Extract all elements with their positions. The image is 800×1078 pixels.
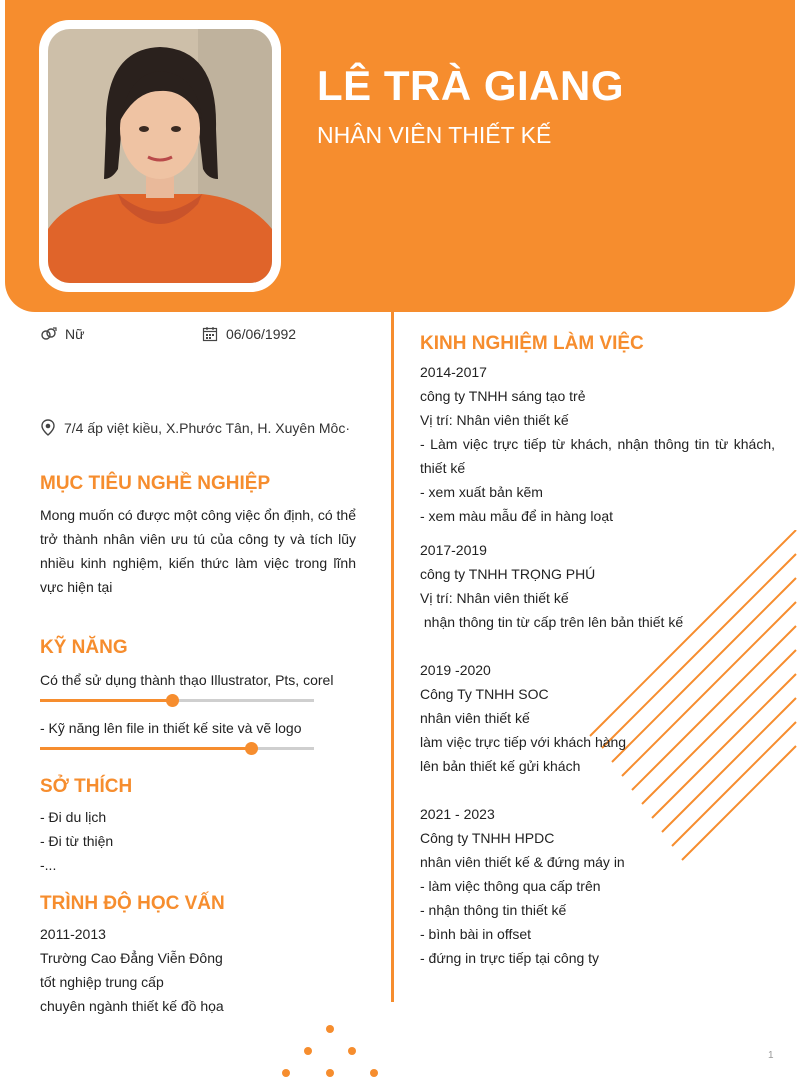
job-position: nhân viên thiết kế & đứng máy in: [420, 854, 625, 870]
column-divider: [391, 312, 394, 1002]
decorative-dot: [282, 1069, 290, 1077]
education-school: Trường Cao Đẳng Viễn Đông: [40, 950, 223, 966]
birthdate-value: 06/06/1992: [226, 326, 297, 342]
job-duty: - xem màu mẫu để in hàng loạt: [420, 508, 613, 524]
job-2: [420, 538, 683, 634]
job-period: 2017-2019: [420, 542, 487, 558]
job-duty: nhận thông tin từ cấp trên lên bản thiết kế: [420, 614, 684, 630]
header-banner: [5, 0, 795, 312]
skill-label-2: - Kỹ năng lên file in thiết kế site và vẽ logo: [40, 720, 302, 736]
job-4: [420, 802, 625, 970]
skill-fill-1: [40, 699, 172, 702]
job-duty: lên bản thiết kế gửi khách: [420, 758, 581, 774]
job-duty: - Làm việc trực tiếp từ khách, nhận thông tin từ khách, thiết kế: [420, 436, 775, 476]
job-period: 2021 - 2023: [420, 806, 495, 822]
hobby-item: -...: [40, 857, 57, 873]
job-period: 2019 -2020: [420, 662, 491, 678]
address-row: [40, 419, 350, 436]
decorative-dot: [326, 1025, 334, 1033]
gender-icon: [40, 327, 57, 342]
hobby-item: - Đi từ thiện: [40, 833, 114, 849]
calendar-icon: [202, 326, 218, 342]
gender-value: Nữ: [65, 326, 85, 342]
address-value: 7/4 ấp việt kiều, X.Phước Tân, H. Xuyên Môc·: [64, 419, 350, 436]
job-company: Công Ty TNHH SOC: [420, 686, 549, 702]
birthdate-row: [202, 326, 296, 342]
job-duty: - xem xuất bản kẽm: [420, 484, 543, 500]
job-duty: làm việc trực tiếp với khách hàng: [420, 734, 627, 750]
decorative-dot: [348, 1047, 356, 1055]
hobbies-list: [40, 805, 113, 877]
page-number: 1: [768, 1050, 774, 1061]
job-company: công ty TNHH TRỌNG PHÚ: [420, 566, 596, 582]
candidate-name: LÊ TRÀ GIANG: [317, 62, 624, 109]
skill-bar-2: [40, 747, 314, 750]
skill-bar-1: [40, 699, 314, 702]
job-duty: - làm việc thông qua cấp trên: [420, 878, 601, 894]
job-company: Công ty TNHH HPDC: [420, 830, 555, 846]
job-duty: - đứng in trực tiếp tại công ty: [420, 950, 600, 966]
job-position: Vị trí: Nhân viên thiết kế: [420, 412, 569, 428]
skill-knob-2: [245, 742, 258, 755]
skill-label-1: Có thể sử dụng thành thạo Illustrator, Pts, corel: [40, 672, 334, 688]
job-duty: - bình bài in offset: [420, 926, 532, 942]
hobby-item: - Đi du lịch: [40, 809, 107, 825]
skill-fill-2: [40, 747, 251, 750]
experience-title: KINH NGHIỆM LÀM VIỆC: [420, 333, 644, 354]
location-pin-icon: [40, 419, 56, 436]
job-company: công ty TNHH sáng tạo trẻ: [420, 388, 586, 404]
profile-photo: [48, 29, 272, 283]
gender-row: [40, 326, 84, 342]
skill-knob-1: [166, 694, 179, 707]
education-degree: tốt nghiệp trung cấp: [40, 974, 164, 990]
education-period: 2011-2013: [40, 926, 106, 942]
objective-text: Mong muốn có được một công việc ổn định, có thể trở thành nhân viên ưu tú của công ty và tích lũy nhiều kinh nghiệm, kiến thức làm việc trong lĩnh vực hiện tại: [40, 507, 356, 595]
job-1: [420, 360, 775, 528]
education-title: TRÌNH ĐỘ HỌC VẤN: [40, 893, 225, 914]
decorative-dot: [370, 1069, 378, 1077]
decorative-dot: [326, 1069, 334, 1077]
job-period: 2014-2017: [420, 364, 487, 380]
job-3: [420, 658, 626, 778]
job-position: nhân viên thiết kế: [420, 710, 530, 726]
hobbies-title: SỞ THÍCH: [40, 776, 133, 797]
decorative-dot: [304, 1047, 312, 1055]
education-block: [40, 922, 224, 1018]
education-major: chuyên ngành thiết kế đồ họa: [40, 998, 224, 1014]
profile-photo-frame: [39, 20, 281, 292]
skills-title: KỸ NĂNG: [40, 637, 128, 658]
candidate-role: NHÂN VIÊN THIẾT KẾ: [317, 122, 552, 148]
job-duty: - nhận thông tin thiết kế: [420, 902, 567, 918]
objective-title: MỤC TIÊU NGHỀ NGHIỆP: [40, 473, 271, 494]
job-position: Vị trí: Nhân viên thiết kế: [420, 590, 569, 606]
